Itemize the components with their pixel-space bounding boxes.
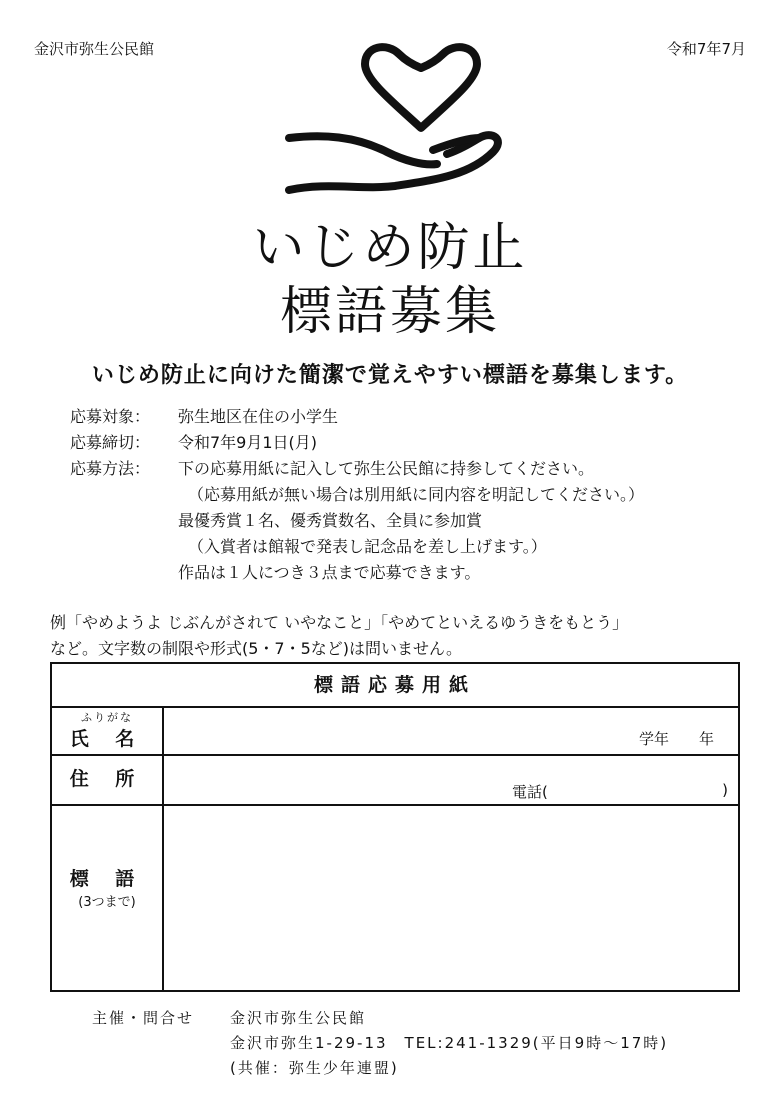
deadline-value: 令和7年9月1日(月) — [178, 433, 318, 452]
method-line: 下の応募用紙に記入して弥生公民館に持参してください。 — [178, 459, 595, 478]
slogan-label-cell — [52, 806, 164, 990]
address-label: 住 所 — [69, 768, 145, 790]
address-row — [52, 756, 738, 806]
cosponsor: (共催：弥生少年連盟) — [230, 1059, 399, 1077]
deadline-label: 応募締切： — [70, 433, 151, 452]
issue-date: 令和7年7月 — [666, 40, 746, 58]
sponsor-row — [92, 1006, 668, 1031]
tel-label: 電話( — [512, 783, 548, 801]
slogan-note: (3つまで) — [78, 895, 136, 910]
sponsor-address: 金沢市弥生1-29-13 TEL:241-1329(平日9時～17時) — [230, 1034, 669, 1052]
organization-name: 金沢市弥生公民館 — [34, 40, 155, 58]
example-text — [50, 610, 628, 662]
application-form — [50, 662, 740, 992]
target-label: 応募対象： — [70, 407, 151, 426]
title-line-2: 標語募集 — [279, 282, 500, 342]
method-line: （入賞者は館報で発表し記念品を差し上げます。） — [188, 537, 547, 556]
sponsor-info — [92, 1006, 668, 1081]
name-row — [52, 708, 738, 756]
address-label-cell — [52, 756, 164, 804]
method-row — [70, 456, 644, 482]
lead-text: いじめ防止に向けた簡潔で覚えやすい標語を募集します。 — [91, 363, 689, 388]
sponsor-name: 金沢市弥生公民館 — [230, 1009, 367, 1027]
method-label: 応募方法： — [70, 459, 151, 478]
heart-hand-icon — [283, 40, 513, 200]
method-line: 最優秀賞１名、優秀賞数名、全員に参加賞 — [178, 511, 483, 530]
method-line: （応募用紙が無い場合は別用紙に同内容を明記してください。） — [188, 485, 645, 504]
target-value: 弥生地区在住の小学生 — [178, 407, 339, 426]
form-title: 標語応募用紙 — [52, 664, 738, 708]
application-info — [70, 404, 644, 586]
furigana-label: ふりがな — [81, 711, 133, 724]
slogan-row — [52, 806, 738, 990]
example-line-1: 例「やめようよ じぶんがされて いやなこと」「やめてといえるゆうきをもとう」 — [50, 613, 629, 632]
deadline-row — [70, 430, 644, 456]
name-label: 氏 名 — [69, 728, 145, 750]
name-label-cell — [52, 708, 164, 754]
method-line: 作品は１人につき３点まで応募できます。 — [178, 563, 481, 582]
tel-close: ) — [722, 781, 728, 799]
slogan-label: 標 語 — [69, 868, 145, 890]
title-line-1: いじめ防止 — [252, 218, 528, 278]
target-row — [70, 404, 644, 430]
example-line-2: など。文字数の制限や形式(5・7・5など)は問いません。 — [50, 639, 462, 658]
sponsor-label: 主催・問合せ — [92, 1009, 195, 1027]
grade-label: 学年 年 — [638, 730, 714, 748]
